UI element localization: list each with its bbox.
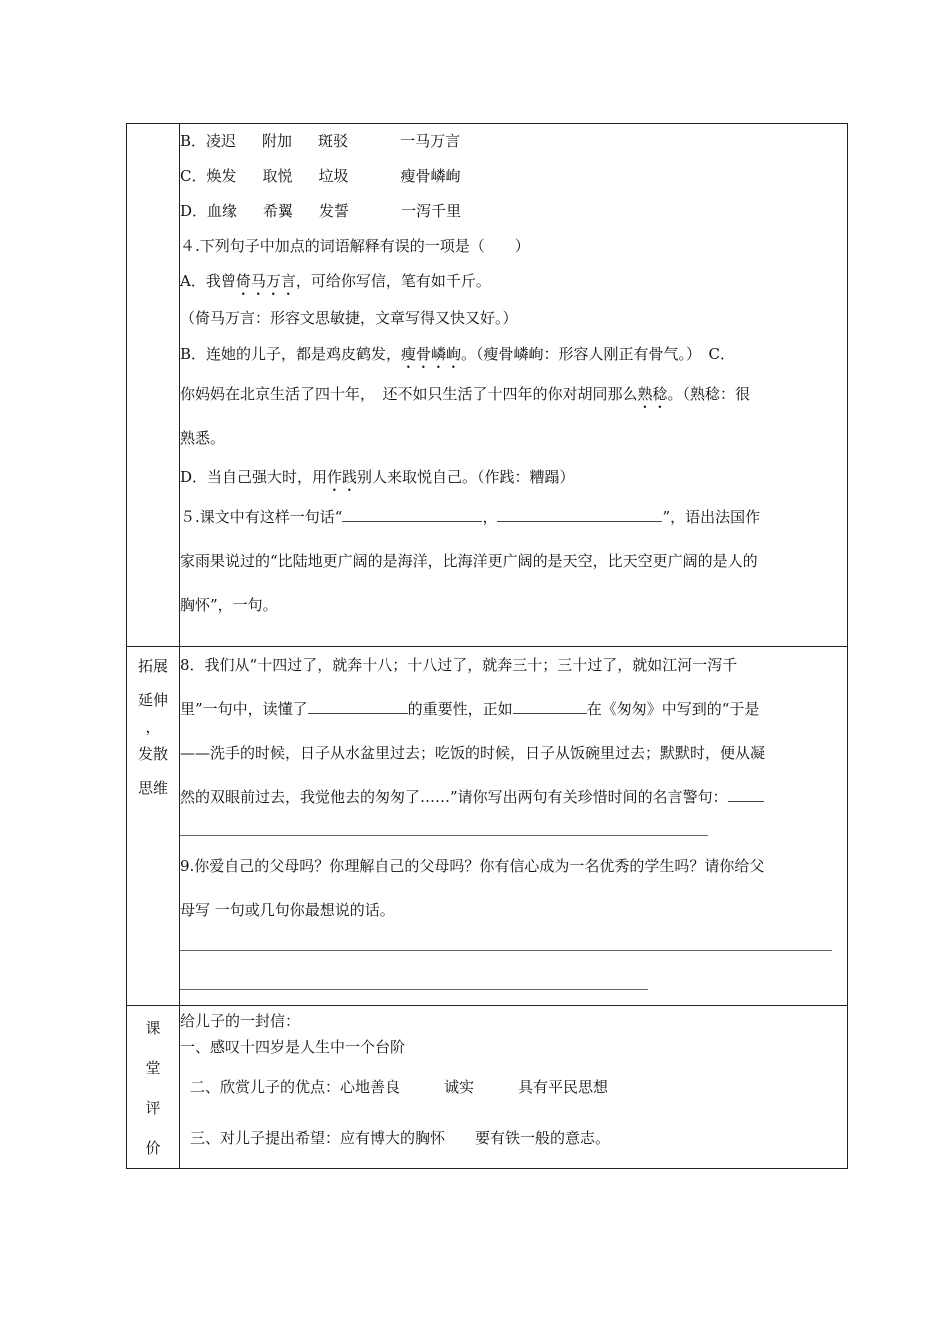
option-c-word-4: 瘦骨嶙峋: [400, 167, 461, 185]
letter-title: 给儿子的一封信：: [180, 1012, 301, 1030]
q4a-pre: A．我曾: [180, 272, 236, 290]
exercise-content: [180, 124, 848, 647]
point2-part-b: 诚实: [444, 1078, 475, 1096]
extension-content: [180, 647, 848, 1006]
letter-point-3: [180, 1114, 847, 1162]
q8-part-b: 的重要性，正如: [407, 700, 513, 718]
row-evaluation: [127, 1006, 848, 1169]
q4c-dotted-term: 熟稔: [637, 385, 668, 403]
question-4-d: [180, 460, 847, 495]
option-c-word-3: 垃圾: [318, 167, 349, 185]
option-d-word-4: 一泻千里: [401, 202, 462, 220]
label-line: 堂: [145, 1059, 161, 1077]
option-b-word-4: 一马万言: [400, 132, 461, 150]
question-4: ４.下列句子中加点的词语解释有误的一项是（ ）: [180, 237, 530, 255]
question-9-line2: 母写 一句或几句你最想说的话。: [180, 901, 395, 919]
q4c-pre: 你妈妈在北京生活了四十年， 还不如只生活了十四年的你对胡同那么: [180, 385, 638, 403]
q8-part-a: 里”一句中，读懂了: [180, 700, 308, 718]
label-line: 延伸: [137, 691, 168, 709]
q5-mid: ，: [482, 508, 498, 526]
q8-blank-1[interactable]: [308, 699, 408, 714]
question-4-c-cont: 熟悉。: [180, 429, 226, 447]
q5-post: ”，语出法国作: [662, 508, 761, 526]
letter-point-2: [180, 1060, 847, 1114]
question-8-line4: [180, 775, 847, 819]
question-4-a: [180, 264, 847, 299]
question-5-line2: 家雨果说过的“比陆地更广阔的是海洋，比海洋更广阔的是天空，比天空更广阔的是人的: [180, 552, 758, 570]
q4b-dotted-term: 瘦骨嶙峋: [401, 345, 462, 363]
q4c-post: 。（熟稔：很: [667, 385, 751, 403]
q8-blank-2[interactable]: [513, 699, 587, 714]
q4d-post: 别人来取悦自己。（作践：糟蹋）: [357, 468, 575, 486]
q4d-pre: D．当自己强大时，用: [180, 468, 328, 486]
option-b-word-2: 附加: [262, 132, 293, 150]
point2-part-a: 二、欣赏儿子的优点：心地善良: [190, 1078, 401, 1096]
question-8-line2: [180, 687, 847, 731]
row-label-empty: [127, 124, 180, 647]
option-d: [180, 194, 847, 229]
option-d-word-3: 发誓: [319, 202, 350, 220]
label-line: 课: [145, 1019, 161, 1037]
option-d-word-2: 希翼: [263, 202, 294, 220]
label-line: 价: [145, 1139, 161, 1157]
row-label-extension: [127, 647, 180, 1006]
q9-answer-line-1[interactable]: [180, 932, 832, 951]
q8-answer-line[interactable]: [180, 819, 708, 836]
option-c-word-1: C．焕发: [180, 167, 237, 185]
q4a-post: ，可给你写信，笔有如千斤。: [295, 272, 491, 290]
label-line: 思维: [137, 779, 168, 797]
question-4-b: [180, 337, 847, 372]
q5-blank-1[interactable]: [342, 507, 482, 522]
question-5: [180, 495, 847, 539]
q8-part-c: 在《匆匆》中写到的“于是: [586, 700, 760, 718]
option-c-word-2: 取悦: [262, 167, 293, 185]
worksheet: [126, 123, 848, 1169]
question-8-line1: 8．我们从“十四过了，就奔十八；十八过了，就奔三十；三十过了，就如江河一泻千: [180, 656, 738, 674]
question-5-line3: 胸怀”，一句。: [180, 596, 278, 614]
label-stack: [127, 1006, 179, 1168]
label-stack: [127, 647, 179, 805]
label-line: ，: [145, 718, 161, 736]
label-line: 发散: [137, 745, 168, 763]
point3-part-b: 要有铁一般的意志。: [475, 1129, 611, 1147]
evaluation-content: [180, 1006, 848, 1169]
q9-answer-line-2[interactable]: [180, 951, 648, 990]
q5-blank-2[interactable]: [497, 507, 662, 522]
question-9-line1: 9.你爱自己的父母吗？你理解自己的父母吗？你有信心成为一名优秀的学生吗？请你给父: [180, 857, 765, 875]
q8-line4-text: 然的双眼前过去，我觉他去的匆匆了……”请你写出两句有关珍惜时间的名言警句：: [180, 788, 728, 806]
lesson-table: [126, 123, 848, 1169]
question-4-c: [180, 372, 847, 416]
q4b-pre: B．连她的儿子，都是鸡皮鹤发，: [180, 345, 402, 363]
row-label-evaluation: [127, 1006, 180, 1169]
option-d-word-1: D．血缘: [180, 202, 238, 220]
q8-blank-3[interactable]: [728, 787, 764, 802]
row-exercises: [127, 124, 848, 647]
q4d-dotted-term: 作践: [327, 468, 358, 486]
question-8-line3: ——洗手的时候，日子从水盆里过去；吃饭的时候，日子从饭碗里过去；默默时，便从凝: [180, 744, 766, 762]
question-4-a-note: （倚马万言：形容文思敏捷，文章写得又快又好。）: [180, 309, 518, 327]
q4b-post: 。（瘦骨嶙峋：形容人刚正有骨气。） C．: [461, 345, 736, 363]
label-line: 拓展: [137, 657, 168, 675]
q4a-dotted-term: 倚马万言: [235, 272, 296, 290]
row-extension: [127, 647, 848, 1006]
letter-point-1: 一、感叹十四岁是人生中一个台阶: [180, 1038, 406, 1056]
option-b-word-1: B．凌迟: [180, 132, 237, 150]
option-b-word-3: 斑驳: [318, 132, 349, 150]
option-c: [180, 159, 847, 194]
point2-part-c: 具有平民思想: [518, 1078, 609, 1096]
label-line: 评: [145, 1099, 161, 1117]
q5-pre: ５.课文中有这样一句话“: [180, 508, 343, 526]
option-b: [180, 124, 847, 159]
point3-part-a: 三、对儿子提出希望：应有博大的胸怀: [190, 1129, 446, 1147]
